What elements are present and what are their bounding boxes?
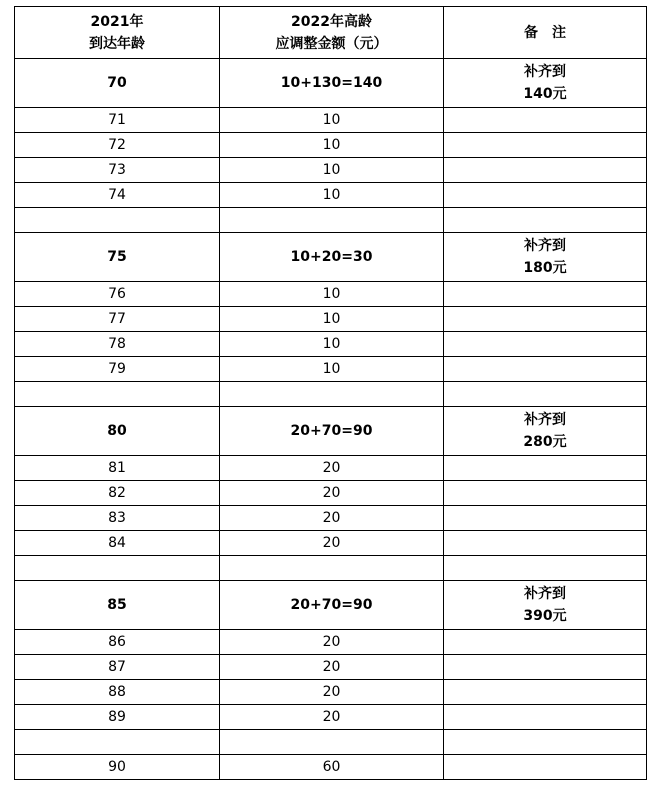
group-note-line2: 180元: [523, 260, 567, 276]
row-age: 79: [15, 357, 220, 382]
spacer-cell: [444, 382, 647, 407]
group-age: 75: [15, 233, 220, 282]
group-amount: 20+70=90: [220, 407, 444, 456]
spacer-row: [15, 556, 647, 581]
group-row: [15, 59, 647, 108]
row-note: [444, 531, 647, 556]
group-note-line1: 补齐到: [524, 64, 566, 80]
group-note: [444, 233, 647, 282]
row-age: 90: [15, 755, 220, 780]
row-note: [444, 755, 647, 780]
row-note: [444, 282, 647, 307]
group-note-line1: 补齐到: [524, 412, 566, 428]
group-row: [15, 581, 647, 630]
table-row: [15, 108, 647, 133]
row-amount: 10: [220, 307, 444, 332]
subsidy-adjustment-table: [14, 6, 647, 780]
row-note: [444, 108, 647, 133]
table-row: [15, 481, 647, 506]
group-amount: 20+70=90: [220, 581, 444, 630]
table-row: [15, 456, 647, 481]
row-age: 78: [15, 332, 220, 357]
row-amount: 10: [220, 133, 444, 158]
table-row: [15, 133, 647, 158]
row-note: [444, 332, 647, 357]
table-row: [15, 332, 647, 357]
row-amount: 10: [220, 108, 444, 133]
row-age: 71: [15, 108, 220, 133]
spacer-cell: [15, 730, 220, 755]
header-amount-line1: 2022年高龄: [291, 13, 372, 30]
group-note-line2: 140元: [523, 86, 567, 102]
row-note: [444, 630, 647, 655]
row-amount: 10: [220, 183, 444, 208]
group-note-line2: 280元: [523, 434, 567, 450]
header-note: 备 注: [444, 7, 647, 59]
row-age: 74: [15, 183, 220, 208]
group-amount: 10+130=140: [220, 59, 444, 108]
header-age-line1: 2021年: [90, 13, 144, 30]
spacer-row: [15, 208, 647, 233]
spacer-cell: [220, 730, 444, 755]
header-amount-line2: 应调整金额（元）: [275, 35, 388, 52]
table-row: [15, 531, 647, 556]
row-note: [444, 183, 647, 208]
row-note: [444, 456, 647, 481]
row-note: [444, 133, 647, 158]
spacer-cell: [15, 556, 220, 581]
group-note-line1: 补齐到: [524, 586, 566, 602]
row-age: 83: [15, 506, 220, 531]
group-note-line2: 390元: [523, 608, 567, 624]
row-amount: 20: [220, 481, 444, 506]
spacer-cell: [220, 208, 444, 233]
row-age: 76: [15, 282, 220, 307]
row-note: [444, 705, 647, 730]
row-amount: 20: [220, 456, 444, 481]
row-age: 72: [15, 133, 220, 158]
row-amount: 20: [220, 506, 444, 531]
header-amount: [220, 7, 444, 59]
spacer-cell: [444, 208, 647, 233]
table-row: [15, 307, 647, 332]
table-header-row: [15, 7, 647, 59]
header-age-line2: 到达年龄: [89, 35, 145, 52]
row-note: [444, 506, 647, 531]
table-row: [15, 680, 647, 705]
row-amount: 20: [220, 630, 444, 655]
row-age: 84: [15, 531, 220, 556]
spacer-cell: [15, 208, 220, 233]
row-note: [444, 680, 647, 705]
header-age: [15, 7, 220, 59]
table-row: [15, 655, 647, 680]
group-age: 70: [15, 59, 220, 108]
row-amount: 10: [220, 332, 444, 357]
row-age: 82: [15, 481, 220, 506]
row-age: 86: [15, 630, 220, 655]
row-age: 81: [15, 456, 220, 481]
table-row-final: [15, 755, 647, 780]
row-amount: 20: [220, 655, 444, 680]
group-note: [444, 407, 647, 456]
table-row: [15, 282, 647, 307]
row-note: [444, 357, 647, 382]
table-row: [15, 183, 647, 208]
group-note-line1: 补齐到: [524, 238, 566, 254]
row-age: 77: [15, 307, 220, 332]
row-amount: 10: [220, 357, 444, 382]
row-note: [444, 307, 647, 332]
row-note: [444, 655, 647, 680]
table-row: [15, 630, 647, 655]
row-amount: 10: [220, 158, 444, 183]
group-row: [15, 407, 647, 456]
row-age: 87: [15, 655, 220, 680]
table-row: [15, 357, 647, 382]
group-note: [444, 59, 647, 108]
table-row: [15, 506, 647, 531]
row-note: [444, 158, 647, 183]
spacer-cell: [444, 730, 647, 755]
spacer-cell: [444, 556, 647, 581]
row-age: 88: [15, 680, 220, 705]
row-amount: 60: [220, 755, 444, 780]
row-age: 73: [15, 158, 220, 183]
group-age: 85: [15, 581, 220, 630]
row-note: [444, 481, 647, 506]
group-note: [444, 581, 647, 630]
spacer-cell: [15, 382, 220, 407]
table-row: [15, 705, 647, 730]
spacer-cell: [220, 556, 444, 581]
spacer-row: [15, 730, 647, 755]
group-row: [15, 233, 647, 282]
row-amount: 20: [220, 531, 444, 556]
group-age: 80: [15, 407, 220, 456]
spacer-row: [15, 382, 647, 407]
row-amount: 20: [220, 705, 444, 730]
table-row: [15, 158, 647, 183]
group-amount: 10+20=30: [220, 233, 444, 282]
spacer-cell: [220, 382, 444, 407]
row-amount: 20: [220, 680, 444, 705]
row-amount: 10: [220, 282, 444, 307]
row-age: 89: [15, 705, 220, 730]
